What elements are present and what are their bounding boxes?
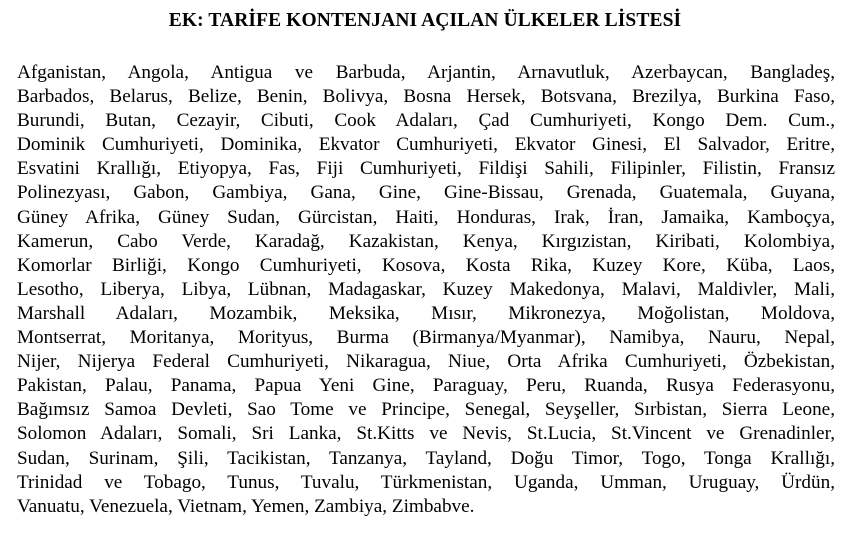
country-list-line: Marshall Adaları, Mozambik, Meksika, Mısır, Mikronezya, Moğolistan, Moldova, (17, 302, 835, 324)
country-list-line: Kamerun, Cabo Verde, Karadağ, Kazakistan, Kenya, Kırgızistan, Kiribati, Kolombiya, (17, 230, 835, 252)
country-list-line: Polinezyası, Gabon, Gambiya, Gana, Gine, Gine-Bissau, Grenada, Guatemala, Guyana, (17, 182, 835, 204)
country-list-line: Vanuatu, Venezuela, Vietnam, Yemen, Zambiya, Zimbabve. (17, 495, 475, 517)
document-title: EK: TARİFE KONTENJANI AÇILAN ÜLKELER LİSTESİ (168, 10, 682, 31)
country-list-line: Komorlar Birliği, Kongo Cumhuriyeti, Kosova, Kosta Rika, Kuzey Kore, Küba, Laos, (17, 254, 835, 276)
country-list-line: Bağımsız Samoa Devleti, Sao Tome ve Principe, Senegal, Seyşeller, Sırbistan, Sierra Leone, (17, 399, 835, 421)
country-list-line: Esvatini Krallığı, Etiyopya, Fas, Fiji Cumhuriyeti, Fildişi Sahili, Filipinler, Filistin, Fransız (17, 158, 835, 180)
country-list-line: Pakistan, Palau, Panama, Papua Yeni Gine, Paraguay, Peru, Ruanda, Rusya Federasyonu, (17, 375, 835, 397)
country-list-line: Solomon Adaları, Somali, Sri Lanka, St.Kitts ve Nevis, St.Lucia, St.Vincent ve Grenadinler, (17, 423, 835, 445)
country-list-line: Sudan, Surinam, Şili, Tacikistan, Tanzanya, Tayland, Doğu Timor, Togo, Tonga Krallığı, (17, 447, 835, 469)
country-list-line: Barbados, Belarus, Belize, Benin, Bolivya, Bosna Hersek, Botsvana, Brezilya, Burkina Faso, (17, 86, 835, 108)
country-list-line: Lesotho, Liberya, Libya, Lübnan, Madagaskar, Kuzey Makedonya, Malavi, Maldivler, Mali, (17, 278, 835, 300)
country-list-line: Dominik Cumhuriyeti, Dominika, Ekvator Cumhuriyeti, Ekvator Ginesi, El Salvador, Eritre, (17, 134, 835, 156)
country-list-line: Nijer, Nijerya Federal Cumhuriyeti, Nikaragua, Niue, Orta Afrika Cumhuriyeti, Özbekistan, (17, 351, 835, 373)
country-list-paragraph (17, 61, 835, 519)
country-list-line: Trinidad ve Tobago, Tunus, Tuvalu, Türkmenistan, Uganda, Umman, Uruguay, Ürdün, (17, 471, 835, 493)
country-list-line: Afganistan, Angola, Antigua ve Barbuda, Arjantin, Arnavutluk, Azerbaycan, Bangladeş, (17, 62, 835, 83)
country-list-line: Güney Afrika, Güney Sudan, Gürcistan, Haiti, Honduras, Irak, İran, Jamaika, Kamboçya, (17, 206, 835, 228)
country-list-line: Montserrat, Moritanya, Morityus, Burma (Birmanya/Myanmar), Namibya, Nauru, Nepal, (17, 327, 835, 349)
country-list-line: Burundi, Butan, Cezayir, Cibuti, Cook Adaları, Çad Cumhuriyeti, Kongo Dem. Cum., (17, 110, 835, 132)
